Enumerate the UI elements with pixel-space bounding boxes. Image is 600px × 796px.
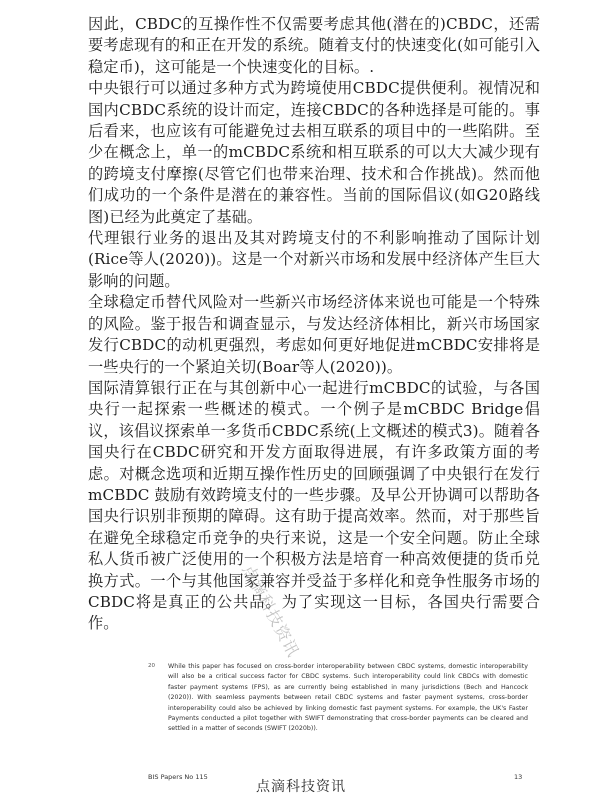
paragraph-3: 代理银行业务的退出及其对跨境支付的不利影响推动了国际计划(Rice等人(2020))。这是一个对新兴市场和发展中经济体产生巨大影响的问题。 <box>88 229 540 290</box>
diagonal-watermark: 点滴科技资讯 <box>238 561 304 661</box>
footer-watermark: 点滴科技资讯 <box>256 779 346 795</box>
page-number: 13 <box>514 773 523 781</box>
footnote <box>148 662 528 735</box>
paragraph-4: 全球稳定币替代风险对一些新兴市场经济体来说也可能是一个特殊的风险。鉴于报告和调查显示，与发达经济体相比，新兴市场国家发行CBDC的动机更强烈，考虑如何更好地促进mCBDC安排将是一些央行的一个紧迫关切(Boar等人(2020))。 <box>88 293 540 376</box>
footnote-number: 20 <box>148 663 155 669</box>
footer-publication: BIS Papers No 115 <box>148 773 208 781</box>
paragraph-2: 中央银行可以通过多种方式为跨境使用CBDC提供便利。视情况和国内CBDC系统的设计而定，连接CBDC的各种选择是可能的。事后看来，也应该有可能避免过去相互联系的项目中的一些陷阱。至少在概念上，单一的mCBDC系统和相互联系的可以大大减少现有的跨境支付摩擦(尽管它们也带来治理、技术和合作挑战)。然而他们成功的一个条件是潜在的兼容性。当前的国际倡议(如G20路线图)已经为此奠定了基础。 <box>88 79 540 226</box>
main-body-text <box>88 14 540 635</box>
paragraph-1: 因此，CBDC的互操作性不仅需要考虑其他(潜在的)CBDC，还需要考虑现有的和正在开发的系统。随着支付的快速变化(如可能引入稳定币)，这可能是一个快速变化的目标。. <box>88 15 540 76</box>
footnote-text: While this paper has focused on cross-border interoperability between CBDC systems, domestic interoperability will also be a critical success factor for CBDC systems. Such interoperability could link CBDCs with domestic faster payment systems (FPS), as are currently being established in many jurisdictions (Bech and Hancock (2020)). With seamless payments between retail CBDC systems and faster payment systems, cross-border interoperability could also be achieved by linking domestic fast payment systems. For example, the UK's Faster Payments conducted a pilot together with SWIFT demonstrating that cross-border payments can be cleared and settled in a matter of seconds (SWIFT (2020b)). <box>168 663 528 733</box>
paragraph-5: 国际清算银行正在与其创新中心一起进行mCBDC的试验，与各国央行一起探索一些概述的模式。一个例子是mCBDC Bridge倡议，该倡议探索单一多货币CBDC系统(上文概述的模式3)。随着各国央行在CBDC研究和开发方面取得进展，有许多政策方面的考虑。对概念选项和近期互操作性历史的回顾强调了中央银行在发行mCBDC 鼓励有效跨境支付的一些步骤。及早公开协调可以帮助各国央行识别非预期的障碍。这有助于提高效率。然而，对于那些旨在避免全球稳定币竞争的央行来说，这是一个安全问题。防止全球私人货币被广泛使用的一个积极方法是培育一种高效便捷的货币兑换方式。一个与其他国家兼容并受益于多样化和竞争性服务市场的CBDC将是真正的公共品。为了实现这一目标，各国央行需要合作。 <box>88 378 540 633</box>
